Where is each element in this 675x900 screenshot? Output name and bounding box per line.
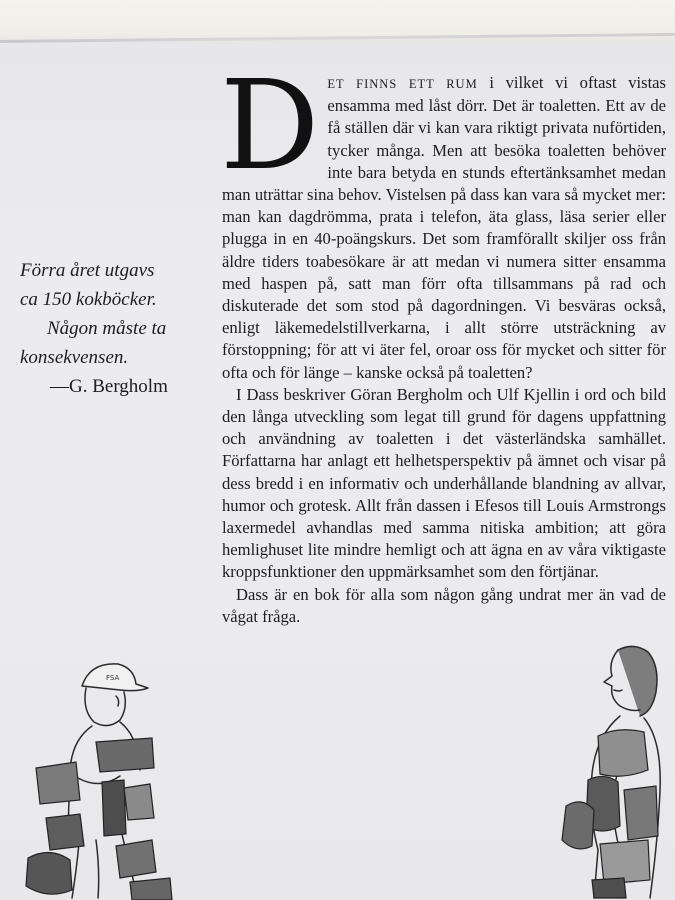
quote-line-4: konsekvensen.: [20, 347, 129, 368]
quote-line-2: ca 150 kokböcker.: [20, 289, 157, 310]
paragraph-1: [220, 54, 666, 384]
paragraph-1-text: i vilket vi oftast vistas ensamma med låst dörr. Det är toaletten. Ett av de få ställen där vi kan vara riktigt privata nuförtiden, tycker många. Men att besöka toaletten behöver inte bara betyda en stunds eftertänksamhet medan man uträttar sina behov. Vistelsen på dass kan vara så mycket mer: man kan dagdrömma, prata i telefon, äta glass, läsa serier eller plugga in en 40-poängskurs. Det som framförallt skiljer oss från äldre tiders toabesökare är att medan vi numera sitter ensamma med haspen på, satt man förr ofta tillsammans på rad och diskuterade det som stod på dagordningen. Vi besväras också, enligt läkemedelstillverkarna, i allt större utsträckning av förstoppning; för att vi äter fel, oroar oss för mycket och sitter för ofta och för länge – kanske också på toaletten?: [222, 73, 666, 382]
body-text: [220, 54, 666, 628]
pull-quote: [20, 256, 220, 401]
opening-smallcaps: ET FINNS ETT RUM: [327, 77, 478, 91]
drop-cap: D: [220, 54, 320, 198]
svg-text:FSA: FSA: [106, 674, 120, 682]
paragraph-3: Dass är en bok för alla som någon gång undrat mer än vad de vågat fråga.: [222, 584, 666, 626]
quote-line-3: Någon måste ta: [47, 318, 167, 339]
quote-line-1: Förra året utgavs: [20, 260, 155, 281]
quote-author: —G. Bergholm: [50, 376, 168, 397]
illustration-standing-man: [548, 640, 668, 900]
illustration-man-carrying-blocks: [20, 650, 190, 900]
paragraph-2: I Dass beskriver Göran Bergholm och Ulf Kjellin i ord och bild den långa utveckling som legat till grund för dagens uppfattning och användning av toaletten i det västerländska samhället. Författarna har anlagt ett helhetsperspektiv på ämnet och visar på dess bredd i en informativ och underhållande blandning av allvar, humor och grotesk. Allt från dassen i Efesos till Louis Armstrongs laxermedel avhandlas med samma nitiska ambition; att göra hemlighuset lite mindre hemligt och att ägna en av våra viktigaste kroppsfunktioner den uppmärksamhet som den förtjänar.: [222, 384, 666, 582]
